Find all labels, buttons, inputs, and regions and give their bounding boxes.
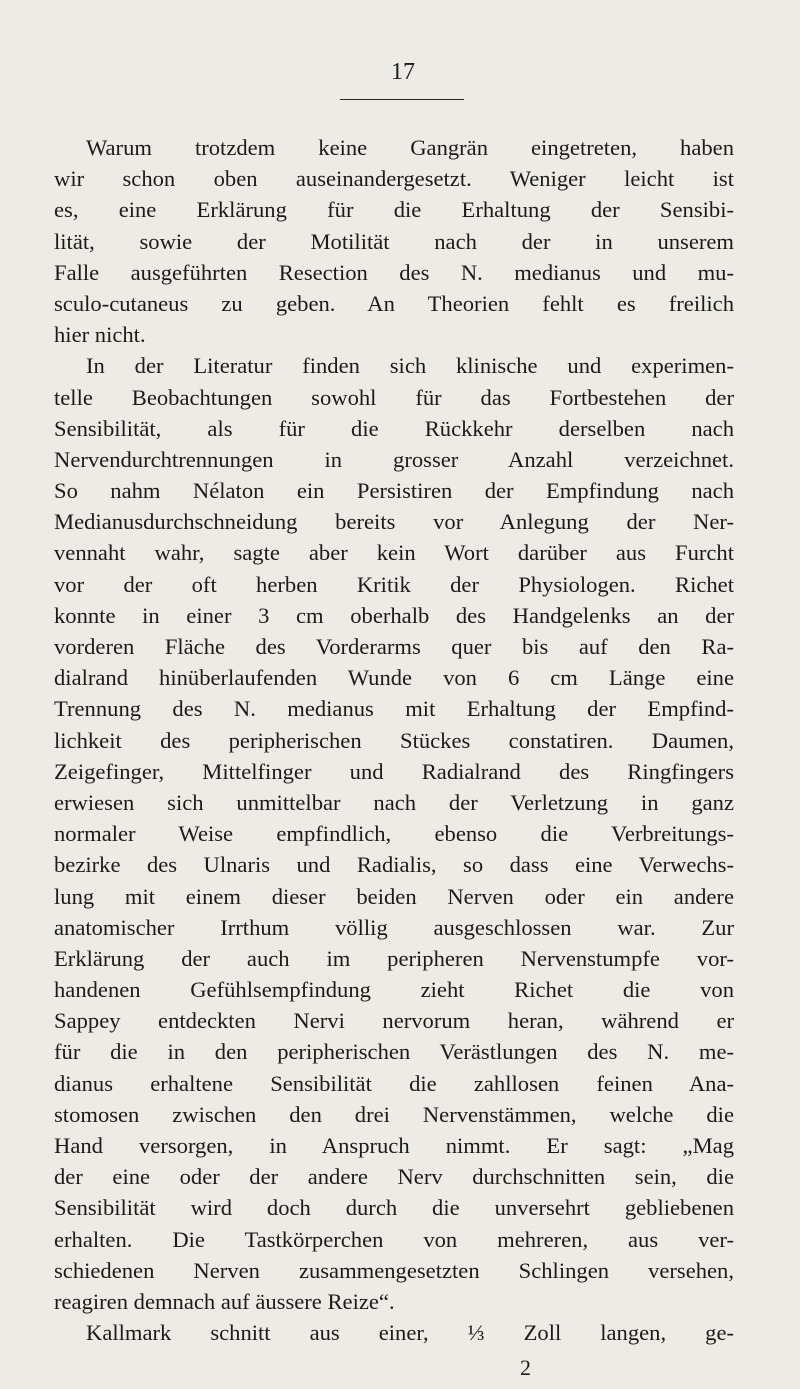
text-line: Sensibilität wird doch durch die unversehrt gebliebenen bbox=[54, 1195, 734, 1221]
text-line: sculo-cutaneus zu geben. An Theorien fehlt es freilich bbox=[54, 290, 734, 316]
text-line: So nahm Nélaton ein Persistiren der Empfindung nach bbox=[54, 478, 734, 504]
text-line: Sensibilität, als für die Rückkehr derselben nach bbox=[54, 415, 734, 441]
text-line: lichkeit des peripherischen Stückes constatiren. Daumen, bbox=[54, 727, 734, 753]
text-line: bezirke des Ulnaris und Radialis, so dass eine Verwechs- bbox=[54, 852, 734, 878]
text-line: dialrand hinüberlaufenden Wunde von 6 cm Länge eine bbox=[54, 665, 734, 691]
body-text bbox=[54, 132, 734, 1348]
text-line: wir schon oben auseinandergesetzt. Weniger leicht ist bbox=[54, 166, 734, 192]
text-line: Warum trotzdem keine Gangrän eingetreten, haben bbox=[86, 135, 734, 160]
text-line: vorderen Fläche des Vorderarms quer bis auf den Ra- bbox=[54, 634, 734, 659]
text-line: stomosen zwischen den drei Nervenstämmen, welche die bbox=[54, 1101, 734, 1127]
text-line: erwiesen sich unmittelbar nach der Verletzung in ganz bbox=[54, 789, 734, 815]
text-line: telle Beobachtungen sowohl für das Fortbestehen der bbox=[54, 384, 734, 410]
text-line: für die in den peripherischen Verästlungen des N. me- bbox=[54, 1039, 734, 1065]
text-line: Medianusdurchschneidung bereits vor Anlegung der Ner- bbox=[54, 509, 734, 535]
text-line: Falle ausgeführten Resection des N. medianus und mu- bbox=[54, 259, 734, 285]
text-line: es, eine Erklärung für die Erhaltung der Sensibi- bbox=[54, 197, 734, 223]
text-line: Sappey entdeckten Nervi nervorum heran, während er bbox=[54, 1008, 734, 1034]
signature-mark: 2 bbox=[520, 1355, 531, 1380]
text-line: dianus erhaltene Sensibilität die zahllosen feinen Ana- bbox=[54, 1070, 734, 1096]
text-line: lität, sowie der Motilität nach der in unserem bbox=[54, 228, 734, 254]
text-line: In der Literatur finden sich klinische und experimen- bbox=[86, 353, 734, 379]
text-line: schiedenen Nerven zusammengesetzten Schlingen versehen, bbox=[54, 1257, 734, 1283]
text-line: Kallmark schnitt aus einer, ⅓ Zoll langen, ge- bbox=[86, 1320, 734, 1346]
text-line: Zeigefinger, Mittelfinger und Radialrand des Ringfingers bbox=[54, 758, 734, 784]
text-line: Nervendurchtrennungen in grosser Anzahl verzeichnet. bbox=[54, 446, 734, 472]
text-line: hier nicht. bbox=[54, 322, 146, 348]
text-line: normaler Weise empfindlich, ebenso die Verbreitungs- bbox=[54, 821, 734, 847]
text-line: Erklärung der auch im peripheren Nervenstumpfe vor- bbox=[54, 945, 734, 971]
text-line: handenen Gefühlsempfindung zieht Richet die von bbox=[54, 977, 734, 1003]
text-line: Trennung des N. medianus mit Erhaltung der Empfind- bbox=[54, 696, 734, 722]
text-line: lung mit einem dieser beiden Nerven oder ein andere bbox=[54, 883, 734, 909]
text-line: erhalten. Die Tastkörperchen von mehreren, aus ver- bbox=[54, 1226, 734, 1252]
text-line: Hand versorgen, in Anspruch nimmt. Er sagt: „Mag bbox=[54, 1133, 734, 1158]
text-line: anatomischer Irrthum völlig ausgeschlossen war. Zur bbox=[54, 914, 734, 940]
page-number: 17 bbox=[391, 59, 415, 85]
page-number-rule bbox=[340, 99, 464, 100]
text-line: der eine oder der andere Nerv durchschnitten sein, die bbox=[54, 1164, 734, 1190]
text-line: konnte in einer 3 cm oberhalb des Handgelenks an der bbox=[54, 602, 734, 628]
text-line: vennaht wahr, sagte aber kein Wort darüber aus Furcht bbox=[54, 540, 734, 566]
text-line: reagiren demnach auf äussere Reize“. bbox=[54, 1288, 395, 1314]
text-line: vor der oft herben Kritik der Physiologen. Richet bbox=[54, 571, 734, 597]
